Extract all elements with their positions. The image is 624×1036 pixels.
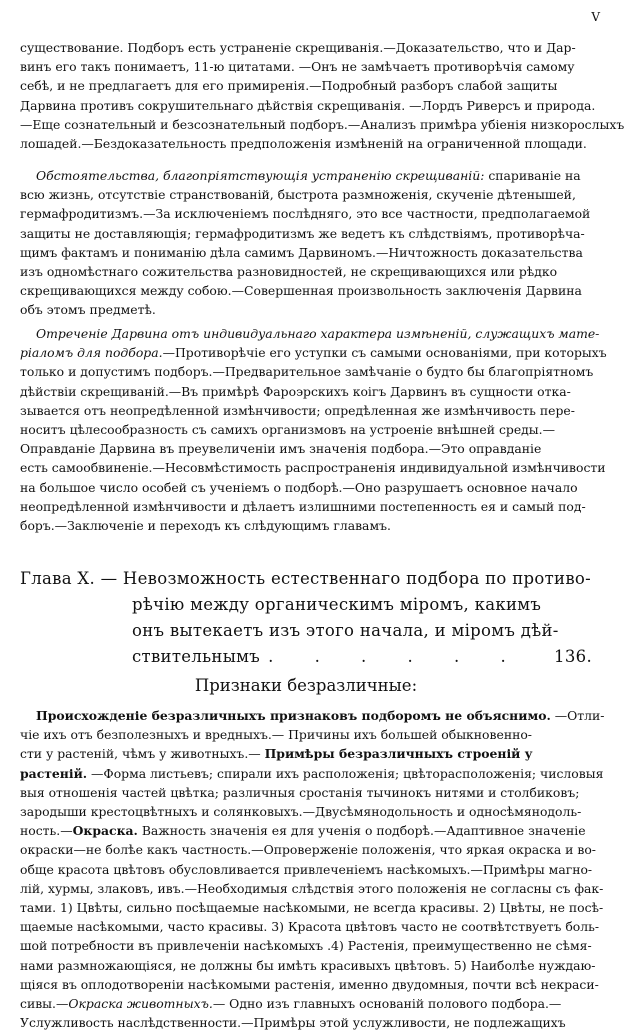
chapter-line: рѣчію между органическимъ міромъ, какимъ <box>132 595 542 614</box>
contents-paragraph-2 <box>20 166 592 320</box>
text-line: дѣйствіи скрещиваній.—Въ примѣрѣ Фароэрскихъ коігъ Дарвинъ въ сущности отка- <box>20 383 571 399</box>
text-line: чіе ихъ отъ безполезныхъ и вредныхъ.— Причины ихъ большей обыкновенно- <box>20 727 532 743</box>
text-line: есть самообвиненіе.—Несовмѣстимость распространенія индивидуальной измѣнчивости <box>20 460 606 476</box>
text-line <box>20 166 592 185</box>
text-line <box>20 764 604 783</box>
text-line: только и допустимъ подборъ.—Предварительное замѣчаніе о будто бы благопріятномъ <box>20 364 594 380</box>
text-line <box>20 744 592 763</box>
text-run: сти у растеній, чѣмъ у животныхъ.— <box>20 746 265 762</box>
chapter-title-part: — Невозможность естественнаго подбора по противо- <box>100 569 592 588</box>
text-line: изъ одномѣстнаго сожительства разновидностей, не скрещивающихся или рѣдко <box>20 264 558 280</box>
text-line: лій, хурмы, злаковъ, ивъ.—Необходимыя слѣдствія этого положенія не согласны съ фак- <box>20 880 604 896</box>
text-line: гермафродитизмъ.—За исключеніемъ послѣдняго, это все частности, предполагаемой <box>20 206 591 222</box>
page-number: V <box>591 10 600 24</box>
text-line: окраски—не болѣе какъ частность.—Опроверженіе положенія, что яркая окраска и во- <box>20 842 596 858</box>
chapter-page: 136. <box>554 647 592 666</box>
text-line: щаемые насѣкомыми, часто красивы. 3) Красота цвѣтовъ часто не соотвѣтствуетъ боль- <box>20 919 600 935</box>
bold-run: Происхожденіе безразличныхъ признаковъ подборомъ не объяснимо. <box>36 708 551 723</box>
chapter-title-part: ствительнымъ <box>132 647 261 666</box>
chapter-label: Глава X. <box>20 569 96 588</box>
text-line: щимъ фактамъ и пониманію дѣла самимъ Дарвиномъ.—Ничтожность доказательства <box>20 244 583 260</box>
bold-run: растеній. <box>20 765 88 781</box>
text-line: Оправданіе Дарвина въ преувеличеніи имъ значенія подбора.—Это оправданіе <box>20 441 542 457</box>
text-run: — Одно изъ главныхъ основаній полового подбора.— <box>212 996 562 1012</box>
section-subheading: Признаки безразличные: <box>194 676 418 695</box>
text-line <box>20 343 607 362</box>
italic-lead: Отреченіе Дарвина отъ индивидуальнаго характера измѣненій, служащихъ мате- <box>36 326 600 341</box>
text-line <box>20 706 605 725</box>
italic-run: Окраска животныхъ. <box>68 996 213 1012</box>
text-line: обще красота цвѣтовъ обусловливается привлеченіемъ насѣкомыхъ.—Примѣры магно- <box>20 861 593 877</box>
text-line: щіяся въ оплодотвореніи насѣкомыми растенія, именно двудомныя, почти всѣ некраси- <box>20 976 599 992</box>
italic-lead-end: ріаломъ для подбора. <box>20 345 163 361</box>
chapter-line: онъ вытекаетъ изъ этого начала, и міромъ дѣй- <box>132 621 559 640</box>
text-line: выя отношенія частей цвѣтка; различныя сростанія тычинокъ нитями и столбиковъ; <box>20 784 580 800</box>
text-line: зародыши крестоцвѣтныхъ и солянковыхъ.—Двусѣмянодольность и односѣмянодоль- <box>20 804 582 820</box>
chapter-heading <box>20 566 592 670</box>
contents-paragraph-4 <box>20 706 605 1032</box>
text-line: на большое число особей съ ученіемъ о подборѣ.—Оно разрушаетъ основное начало <box>20 479 578 495</box>
text-run: —Противорѣчіе его уступки съ самыми основаніями, при которыхъ <box>162 345 607 361</box>
bold-run: Примѣры безразличныхъ строеній у <box>264 746 533 762</box>
text-line: носитъ цѣлесообразность съ самихъ организмовъ на устроеніе внѣшней среды.— <box>20 422 555 438</box>
text-line: существование. Подборъ есть устраненіе скрещиванія.—Доказательство, что и Дар- <box>20 40 576 55</box>
italic-lead: Обстоятельства, благопріятствующія устраненію скрещиваній: <box>36 168 485 183</box>
text-line: винъ его такъ понимаетъ, 11-ю цитатами. —Онъ не замѣчаетъ противорѣчія самому <box>20 59 575 75</box>
contents-paragraph-3 <box>20 324 607 535</box>
text-line: Дарвина противъ сокрушительнаго дѣйствія скрещиванія. —Лордъ Риверсъ и природа. <box>20 97 596 113</box>
text-line: лошадей.—Бездоказательность предположенія измѣненій на ограниченной площади. <box>20 136 587 152</box>
text-line: скрещивающихся между собою.—Совершенная произвольность заключенія Дарвина <box>20 283 582 299</box>
chapter-line <box>20 566 592 592</box>
leader-dots: . . . . . . <box>268 647 524 666</box>
text-run: —Форма листьевъ; спирали ихъ расположенія; цвѣторасположенія; числовыя <box>87 765 604 781</box>
contents-paragraph-1 <box>20 38 624 153</box>
text-line: боръ.—Заключеніе и переходъ къ слѣдующимъ главамъ. <box>20 518 391 534</box>
text-line: зывается отъ неопредѣленной измѣнчивости; опредѣленная же измѣнчивость пере- <box>20 402 575 418</box>
text-line: шой потребности въ привлеченіи насѣкомыхъ .4) Растенія, преимущественно не сѣмя- <box>20 938 592 954</box>
text-line: объ этомъ предметѣ. <box>20 302 156 318</box>
text-run: спариваніе на <box>488 168 581 183</box>
text-run: Важность значенія ея для ученія о подборѣ.—Адаптивное значеніе <box>137 823 586 839</box>
text-line <box>20 994 592 1013</box>
text-line: защиты не доставляющія; гермафродитизмъ же ведетъ къ слѣдствіямъ, противорѣча- <box>20 225 585 241</box>
text-line: тами. 1) Цвѣты, сильно посѣщаемые насѣкомыми, не всегда красивы. 2) Цвѣты, не посѣ- <box>20 900 604 916</box>
text-run: сивы.— <box>20 996 69 1012</box>
text-line <box>20 821 592 840</box>
bold-run: Окраска. <box>72 823 138 839</box>
text-line: себѣ, и не предлагаетъ для его примиренія.—Подробный разборъ слабой защиты <box>20 78 558 94</box>
text-run: ность.— <box>20 823 73 839</box>
text-line: Услужливость наслѣдственности.—Примѣры этой услужливости, не подлежащихъ <box>20 1015 566 1031</box>
text-run: —Отли- <box>550 708 605 723</box>
text-line: всю жизнь, отсутствіе странствованій, быстрота размноженія, скученіе дѣтенышей, <box>20 187 576 203</box>
chapter-line <box>20 644 592 670</box>
text-line: —Еще сознательный и безсознательный подборъ.—Анализъ примѣра убіенія низкорослыхъ <box>20 116 624 132</box>
text-line: неопредѣленной измѣнчивости и дѣлаетъ излишними постепенность ея и самый под- <box>20 498 586 514</box>
text-line: нами размножающіяся, не должны бы имѣть красивыхъ цвѣтовъ. 5) Наиболѣе нуждаю- <box>20 957 596 973</box>
